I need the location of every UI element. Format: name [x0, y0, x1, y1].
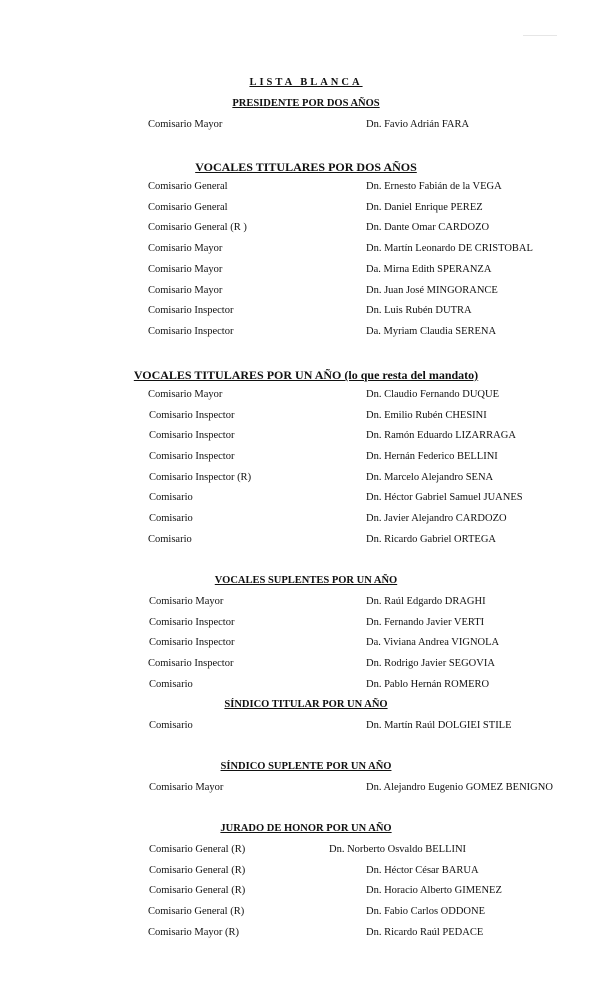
row-rank: Comisario Inspector: [148, 658, 234, 669]
row-name: Dn. Juan José MINGORANCE: [366, 285, 498, 296]
row-name: Dn. Ricardo Gabriel ORTEGA: [366, 534, 497, 545]
row-name: Dn. Favio Adrián FARA: [366, 119, 470, 130]
row-name: Dn. Martín Leonardo DE CRISTOBAL: [366, 243, 533, 254]
section-heading-jurado-de-honor: JURADO DE HONOR POR UN AÑO: [220, 823, 392, 834]
row-rank: Comisario: [149, 679, 193, 690]
row-rank: Comisario Inspector: [149, 410, 235, 421]
row-rank: Comisario: [149, 492, 193, 503]
row-rank: Comisario Mayor (R): [148, 927, 239, 938]
row-name: Dn. Pablo Hernán ROMERO: [366, 679, 490, 690]
row-name: Dn. Héctor Gabriel Samuel JUANES: [366, 492, 523, 503]
row-rank: Comisario Mayor: [148, 243, 223, 254]
row-rank: Comisario General (R): [148, 906, 245, 917]
row-name: Dn. Dante Omar CARDOZO: [366, 222, 490, 233]
document-title: LISTA BLANCA: [249, 77, 363, 88]
row-name: Dn. Ricardo Raúl PEDACE: [366, 927, 484, 938]
section-heading-vocales-suplentes: VOCALES SUPLENTES POR UN AÑO: [214, 575, 398, 586]
row-rank: Comisario: [149, 513, 193, 524]
row-name: Da. Viviana Andrea VIGNOLA: [366, 637, 500, 648]
row-rank: Comisario Inspector: [149, 637, 235, 648]
row-name: Dn. Emilio Rubén CHESINI: [366, 410, 487, 421]
row-name: Dn. Daniel Enrique PEREZ: [366, 202, 483, 213]
row-name: Dn. Alejandro Eugenio GOMEZ BENIGNO: [366, 782, 553, 793]
row-rank: Comisario Inspector: [149, 617, 235, 628]
row-name: Dn. Raúl Edgardo DRAGHI: [366, 596, 486, 607]
row-name: Dn. Norberto Osvaldo BELLINI: [329, 844, 467, 855]
row-rank: Comisario General: [148, 202, 228, 213]
row-rank: Comisario Inspector: [148, 305, 234, 316]
row-name: Dn. Martín Raúl DOLGIEI STILE: [366, 720, 512, 731]
row-name: Dn. Horacio Alberto GIMENEZ: [366, 885, 502, 896]
row-name: Dn. Marcelo Alejandro SENA: [366, 472, 494, 483]
row-name: Dn. Luis Rubén DUTRA: [366, 305, 472, 316]
row-name: Dn. Hernán Federico BELLINI: [366, 451, 498, 462]
row-rank: Comisario Mayor: [148, 264, 223, 275]
row-name: Dn. Claudio Fernando DUQUE: [366, 389, 499, 400]
row-rank: Comisario General: [148, 181, 228, 192]
section-heading-vocales-titulares-dos: VOCALES TITULARES POR DOS AÑOS: [195, 160, 417, 174]
section-heading-sindico-suplente: SÍNDICO SUPLENTE POR UN AÑO: [220, 761, 392, 772]
section-heading-presidente: PRESIDENTE POR DOS AÑOS: [232, 98, 380, 109]
row-name: Dn. Héctor César BARUA: [366, 865, 479, 876]
row-name: Dn. Fernando Javier VERTI: [366, 617, 485, 628]
row-rank: Comisario Mayor: [149, 782, 224, 793]
row-rank: Comisario Inspector: [148, 326, 234, 337]
row-rank: Comisario Mayor: [148, 389, 223, 400]
row-name: Dn. Ramón Eduardo LIZARRAGA: [366, 430, 516, 441]
row-rank: Comisario General (R): [149, 865, 246, 876]
row-rank: Comisario General (R): [149, 885, 246, 896]
row-rank: Comisario Inspector: [149, 451, 235, 462]
row-name: Da. Myriam Claudia SERENA: [366, 326, 497, 337]
row-name: Dn. Fabio Carlos ODDONE: [366, 906, 485, 917]
row-rank: Comisario Inspector: [149, 430, 235, 441]
row-rank: Comisario Inspector (R): [149, 472, 252, 483]
section-heading-sindico-titular: SÍNDICO TITULAR POR UN AÑO: [224, 699, 388, 710]
row-rank: Comisario: [149, 720, 193, 731]
page-mark: [523, 35, 557, 36]
row-rank: Comisario General (R ): [148, 222, 247, 233]
row-rank: Comisario Mayor: [149, 596, 224, 607]
row-name: Dn. Javier Alejandro CARDOZO: [366, 513, 507, 524]
row-rank: Comisario Mayor: [148, 285, 223, 296]
row-name: Da. Mirna Edith SPERANZA: [366, 264, 492, 275]
row-rank: Comisario General (R): [149, 844, 246, 855]
row-rank: Comisario Mayor: [148, 119, 223, 130]
row-rank: Comisario: [148, 534, 192, 545]
section-heading-vocales-titulares-uno: VOCALES TITULARES POR UN AÑO (lo que resta del mandato): [133, 368, 479, 382]
row-name: Dn. Rodrigo Javier SEGOVIA: [366, 658, 495, 669]
row-name: Dn. Ernesto Fabián de la VEGA: [366, 181, 502, 192]
